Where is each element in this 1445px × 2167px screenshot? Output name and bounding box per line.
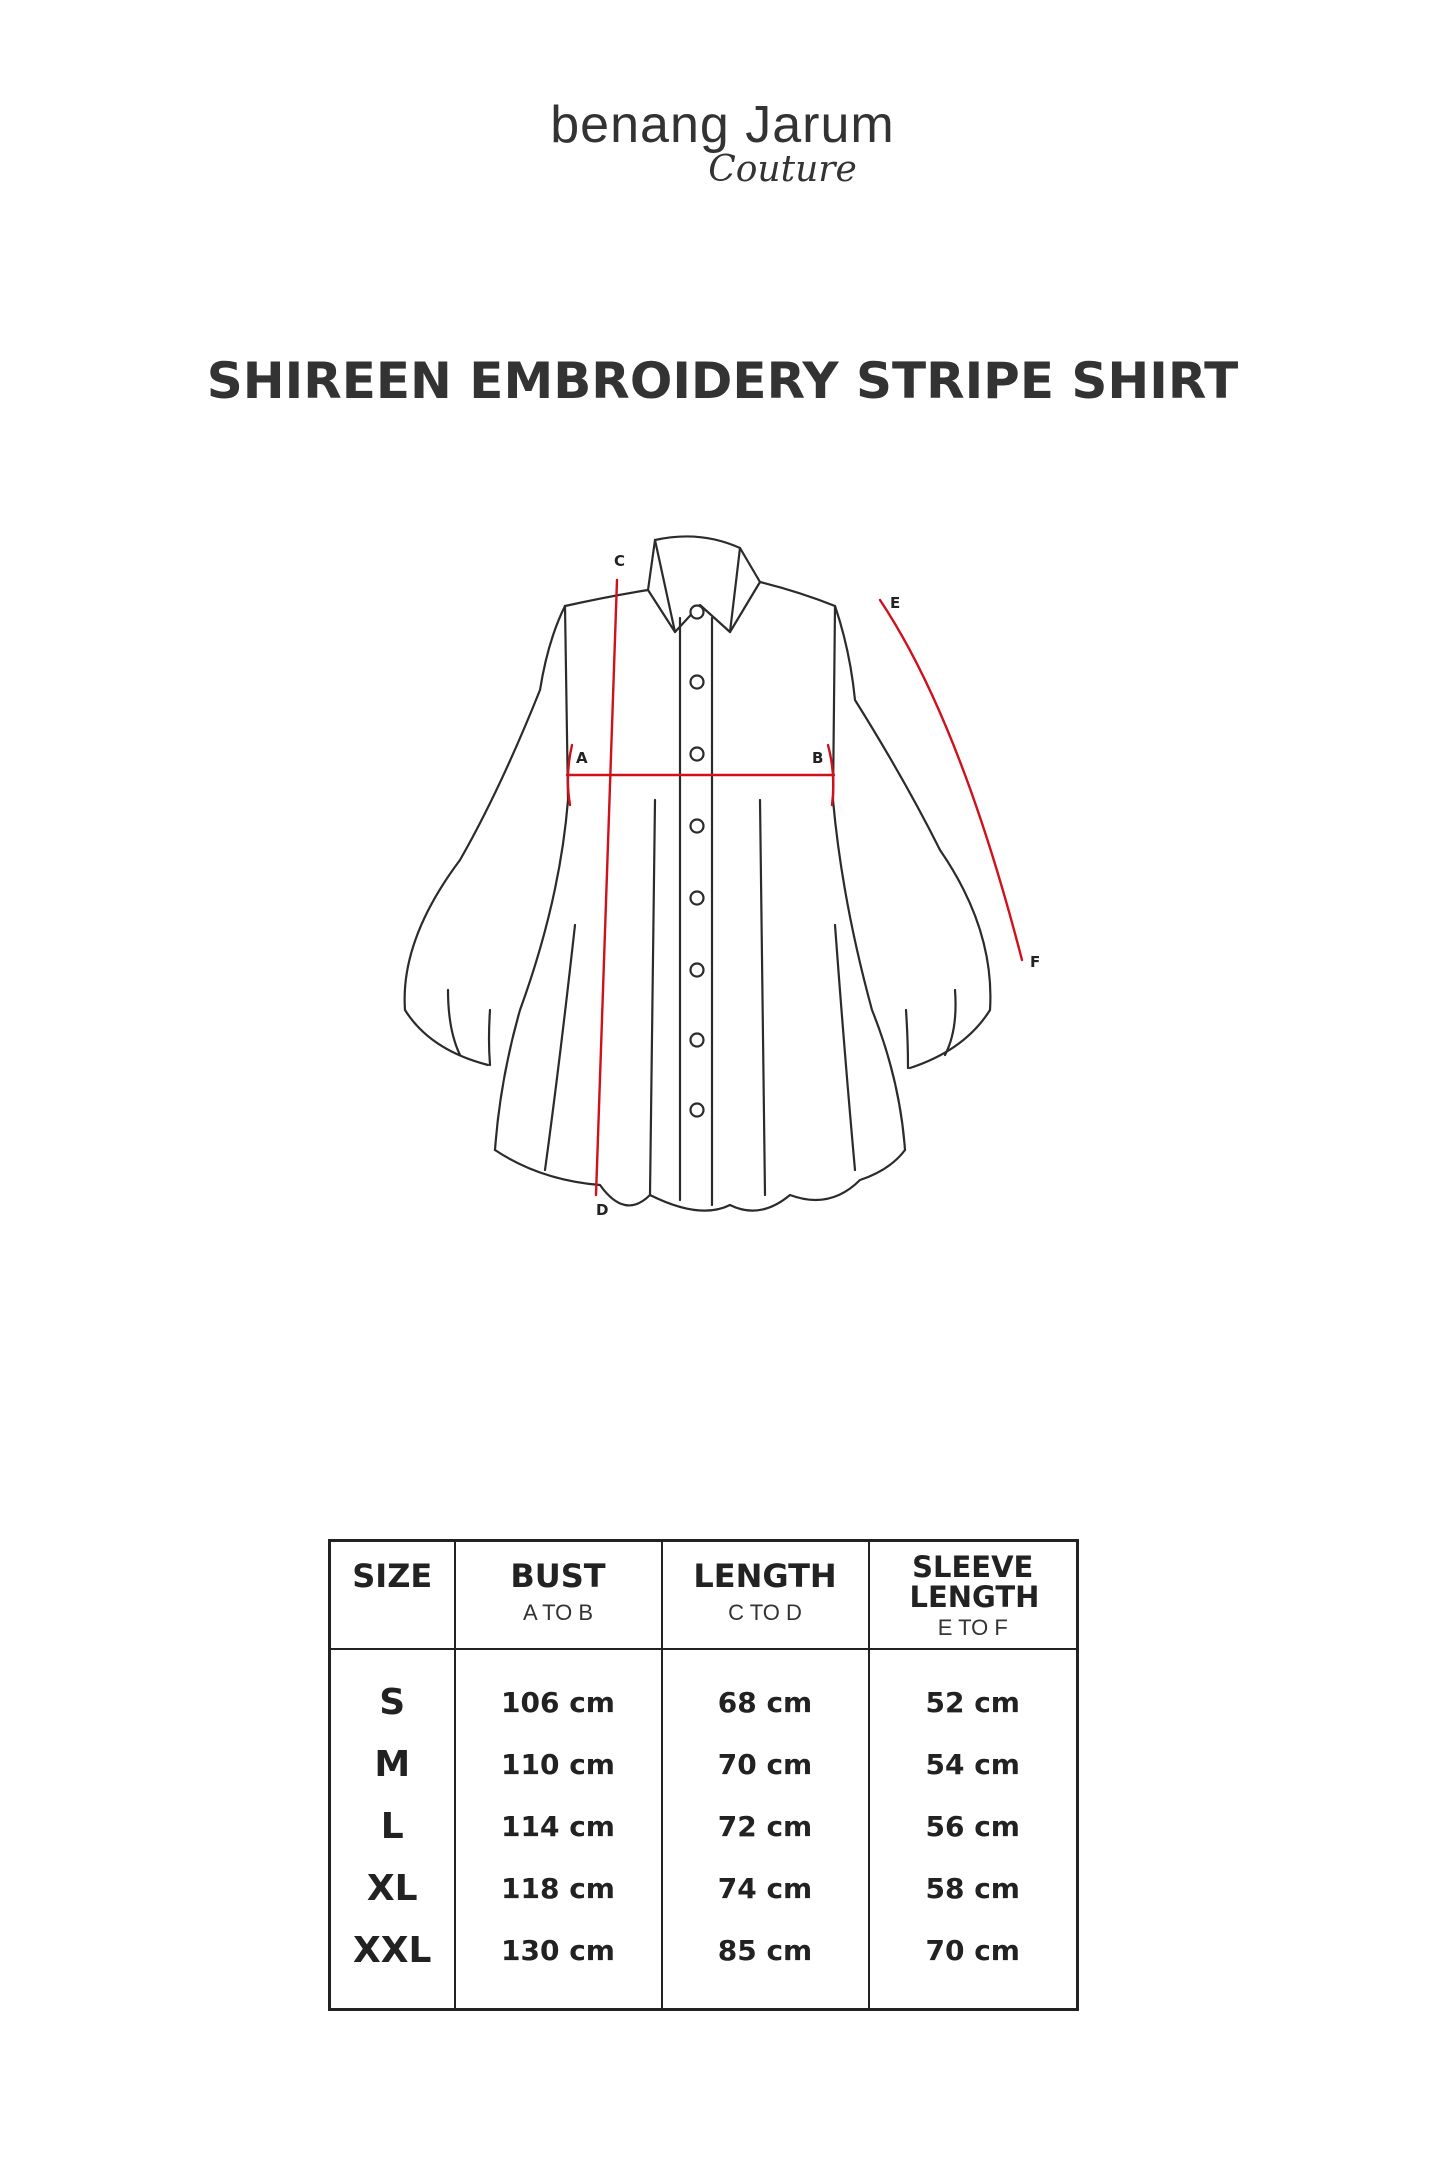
point-label-d: D bbox=[596, 1201, 609, 1219]
header-bust: BUST A TO B bbox=[455, 1541, 662, 1649]
shirt-button bbox=[691, 676, 704, 689]
bust-cell: 114 cm bbox=[455, 1796, 662, 1858]
table-row bbox=[330, 1796, 1078, 1858]
shirt-button bbox=[691, 606, 704, 619]
sleeve-cell: 70 cm bbox=[869, 1920, 1078, 2010]
length-cell: 72 cm bbox=[662, 1796, 869, 1858]
table-row bbox=[330, 1734, 1078, 1796]
bust-cell: 130 cm bbox=[455, 1920, 662, 2010]
point-label-a: A bbox=[576, 749, 588, 767]
table-row bbox=[330, 1649, 1078, 1734]
bust-cell: 118 cm bbox=[455, 1858, 662, 1920]
length-cell: 68 cm bbox=[662, 1649, 869, 1734]
size-cell: M bbox=[330, 1734, 455, 1796]
shirt-button bbox=[691, 748, 704, 761]
length-cell: 85 cm bbox=[662, 1920, 869, 2010]
size-cell: XXL bbox=[330, 1920, 455, 2010]
sleeve-cell: 52 cm bbox=[869, 1649, 1078, 1734]
measurement-lines bbox=[567, 580, 1022, 1195]
sleeve-cell: 58 cm bbox=[869, 1858, 1078, 1920]
table-row bbox=[330, 1858, 1078, 1920]
sleeve-cell: 56 cm bbox=[869, 1796, 1078, 1858]
point-label-e: E bbox=[890, 594, 901, 612]
bust-cell: 110 cm bbox=[455, 1734, 662, 1796]
point-label-c: C bbox=[614, 552, 626, 570]
shirt-button bbox=[691, 820, 704, 833]
size-cell: XL bbox=[330, 1858, 455, 1920]
brand-name-bottom: Couture bbox=[708, 149, 857, 190]
product-title: SHIREEN EMBROIDERY STRIPE SHIRT bbox=[206, 352, 1239, 410]
sleeve-cell: 54 cm bbox=[869, 1734, 1078, 1796]
brand-name-top: benang Jarum bbox=[550, 96, 895, 154]
size-cell: S bbox=[330, 1649, 455, 1734]
shirt-measurement-diagram bbox=[0, 520, 1445, 1240]
header-sleeve-length: SLEEVE LENGTH E TO F bbox=[869, 1541, 1078, 1649]
table-header-row bbox=[330, 1541, 1078, 1649]
point-label-f: F bbox=[1030, 953, 1041, 971]
button-row bbox=[691, 606, 704, 1117]
header-length: LENGTH C TO D bbox=[662, 1541, 869, 1649]
size-cell: L bbox=[330, 1796, 455, 1858]
shirt-button bbox=[691, 892, 704, 905]
length-line bbox=[596, 580, 617, 1195]
size-chart-table bbox=[328, 1539, 1079, 2011]
shirt-button bbox=[691, 1034, 704, 1047]
point-label-b: B bbox=[812, 749, 824, 767]
shirt-button bbox=[691, 1104, 704, 1117]
header-size: SIZE bbox=[330, 1541, 455, 1649]
sleeve-line bbox=[880, 600, 1022, 960]
length-cell: 70 cm bbox=[662, 1734, 869, 1796]
brand-logo bbox=[0, 95, 1445, 190]
length-cell: 74 cm bbox=[662, 1858, 869, 1920]
shirt-button bbox=[691, 964, 704, 977]
table-row bbox=[330, 1920, 1078, 2010]
bust-cell: 106 cm bbox=[455, 1649, 662, 1734]
